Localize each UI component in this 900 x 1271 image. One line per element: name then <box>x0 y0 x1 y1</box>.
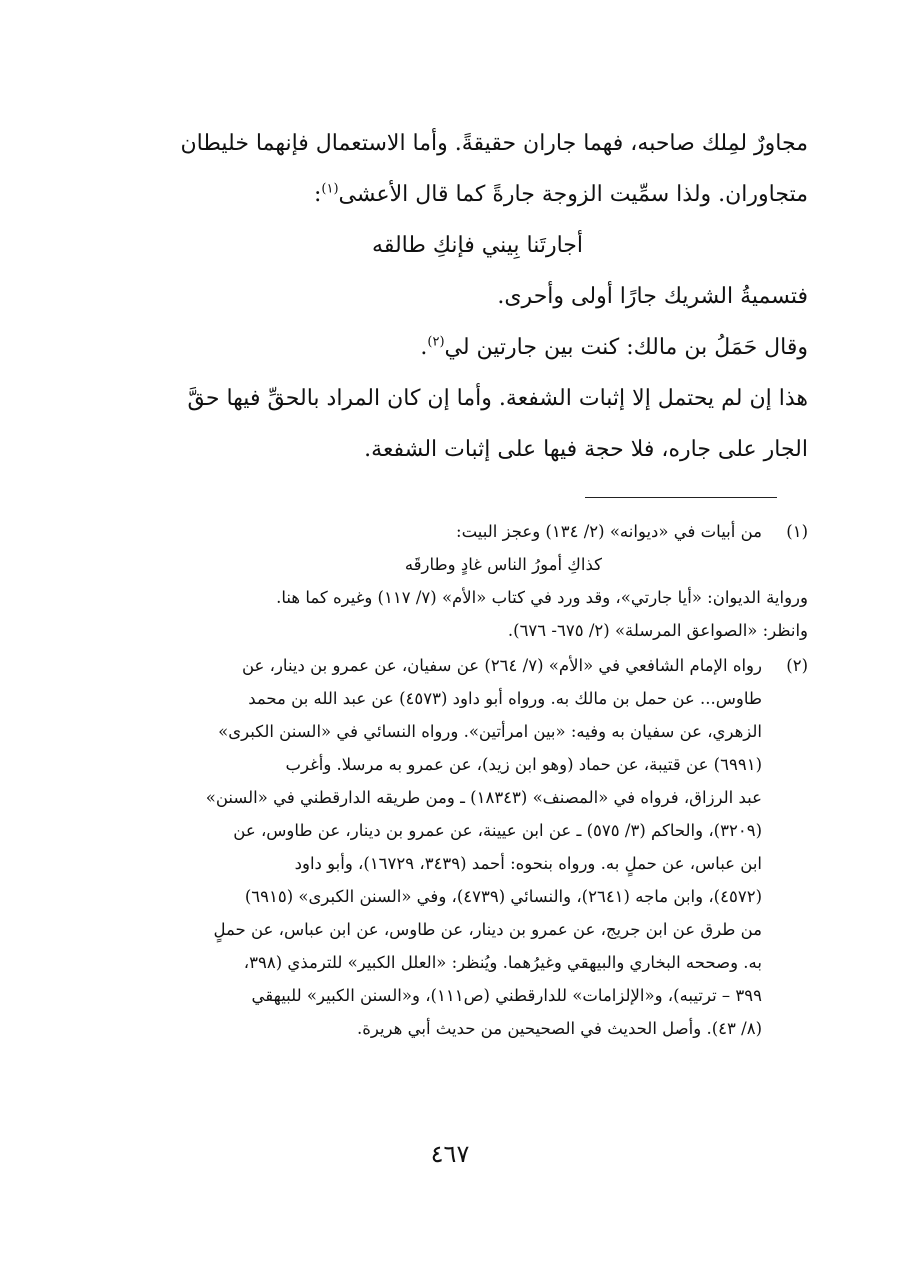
footnote-2-line: (٨/ ٤٣). وأصل الحديث في الصحيحين من حديث أبي هريرة. <box>356 1019 762 1038</box>
footnote-2-line: ٣٩٩ – ترتيبه)، و«الإلزامات» للدارقطني (ص١١١)، و«السنن الكبير» للبيهقي <box>251 986 762 1005</box>
main-line-5 <box>108 322 808 373</box>
footnote-2-line: الزهري، عن سفيان به وفيه: «بين امرأتين». ورواه النسائي في «السنن الكبرى» <box>218 722 762 741</box>
footnote-ref-2[interactable]: (٢) <box>427 334 445 350</box>
footnote-1-continuation-line: ورواية الديوان: «أيا جارتي»، وقد ورد في كتاب «الأم» (٧/ ١١٧) وغيره كما هنا. <box>276 588 808 607</box>
footnote-2-line: طاوس... عن حمل بن مالك به. ورواه أبو داود (٤٥٧٣) عن عبد الله بن محمد <box>248 689 762 708</box>
footnote-2-number: (٢) <box>786 656 808 675</box>
main-line-2 <box>108 169 808 220</box>
main-line-5-end: . <box>420 335 428 360</box>
footnote-2-line: عبد الرزاق، فرواه في «المصنف» (١٨٣٤٣) ـ ومن طريقه الدارقطني في «السنن» <box>205 788 762 807</box>
main-line-1: مجاورٌ لمِلك صاحبه، فهما جاران حقيقةً. وأما الاستعمال فإنهما خليطان <box>180 131 808 156</box>
main-line-5-text: وقال حَمَلُ بن مالك: كنت بين جارتين لي <box>444 335 808 360</box>
footnotes <box>108 515 808 1045</box>
main-line-2-colon: : <box>313 182 322 207</box>
poem-verse: أجارتَنا بِيني فإنكِ طالقه <box>372 233 583 258</box>
footnote-2 <box>108 649 808 1045</box>
footnote-1-continuation-line: وانظر: «الصواعق المرسلة» (٢/ ٦٧٥- ٦٧٦). <box>507 621 808 640</box>
footnote-1-number: (١) <box>786 522 808 541</box>
footnote-1-verse: كذاكِ أمورُ الناس غادٍ وطارقَه <box>404 555 602 574</box>
footnote-2-line: (٦٩٩١) عن قتيبة، عن حماد (وهو ابن زيد)، عن عمرو به مرسلا. وأغرب <box>285 755 762 774</box>
main-line-6: هذا إن لم يحتمل إلا إثبات الشفعة. وأما إن كان المراد بالحقِّ فيها حقَّ <box>187 386 808 411</box>
footnote-2-line: به. وصححه البخاري والبيهقي وغيرُهما. ويُنظر: «العلل الكبير» للترمذي (٣٩٨، <box>243 953 762 972</box>
footnote-ref-1[interactable]: (١) <box>321 181 339 197</box>
page-number: ٤٦٧ <box>430 1140 470 1168</box>
footnote-1-line: من أبيات في «ديوانه» (٢/ ١٣٤) وعجز البيت: <box>456 522 762 541</box>
footnote-separator <box>585 497 777 498</box>
footnote-2-line: من طرق عن ابن جريج، عن عمرو بن دينار، عن طاوس، عن ابن عباس، عن حملٍ <box>213 920 762 939</box>
footnote-2-line: رواه الإمام الشافعي في «الأم» (٧/ ٢٦٤) عن سفيان، عن عمرو بن دينار، عن <box>241 656 762 675</box>
main-text <box>108 118 808 475</box>
main-line-4: فتسميةُ الشريك جارًا أولى وأحرى. <box>497 284 808 309</box>
footnote-2-line: (٣٢٠٩)، والحاكم (٣/ ٥٧٥) ـ عن ابن عيينة، عن عمرو بن دينار، عن طاوس، عن <box>233 821 762 840</box>
footnote-2-line: ابن عباس، عن حملٍ به. ورواه بنحوه: أحمد (٣٤٣٩، ١٦٧٢٩)، وأبو داود <box>294 854 762 873</box>
footnote-2-line: (٤٥٧٢)، وابن ماجه (٢٦٤١)، والنسائي (٤٧٣٩)، وفي «السنن الكبرى» (٦٩١٥) <box>244 887 762 906</box>
main-line-7: الجار على جاره، فلا حجة فيها على إثبات الشفعة. <box>364 437 808 462</box>
footnote-1 <box>108 515 808 647</box>
main-line-2-text: متجاوران. ولذا سمِّيت الزوجة جارةً كما قال الأعشى <box>338 182 808 207</box>
